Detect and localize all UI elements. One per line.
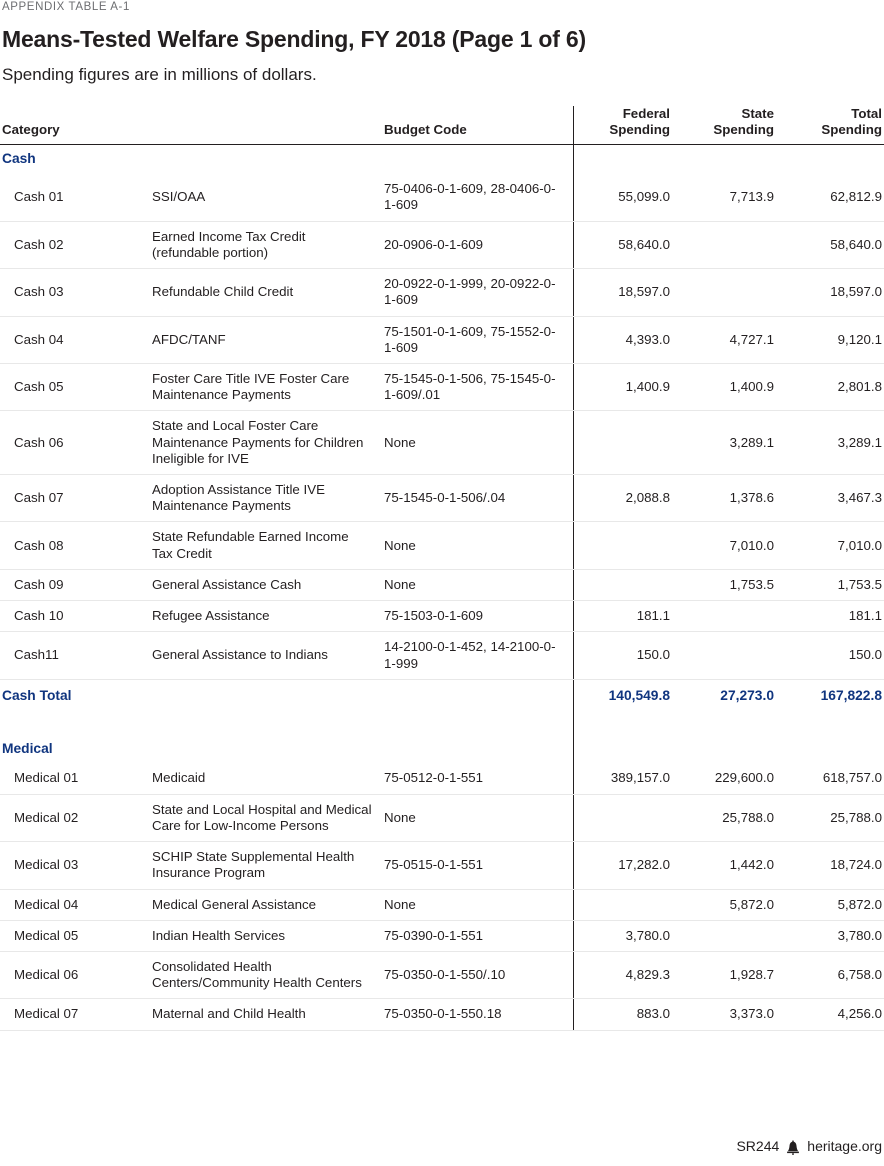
cell-budget-code: None: [382, 522, 573, 569]
cell-category: Cash 09: [0, 569, 152, 600]
cell-budget-code: 75-1545-0-1-506, 75-1545-0-1-609/.01: [382, 363, 573, 410]
cell-fed: 389,157.0: [573, 763, 676, 794]
cell-budget-code: 75-0515-0-1-551: [382, 842, 573, 889]
spacer-cell: [780, 713, 884, 735]
table-row: [0, 411, 884, 475]
cell-budget-code: 75-1501-0-1-609, 75-1552-0-1-609: [382, 316, 573, 363]
cell-total: 58,640.0: [780, 221, 884, 268]
cell-total: 6,758.0: [780, 951, 884, 998]
cell-fed: 4,393.0: [573, 316, 676, 363]
cell-state: 7,713.9: [676, 174, 780, 221]
table-row: [0, 632, 884, 679]
section-heading-cash: Cash: [2, 151, 36, 167]
section-spacer-row: [0, 713, 884, 735]
cell-category: Cash 07: [0, 475, 152, 522]
cell-budget-code: 75-0512-0-1-551: [382, 763, 573, 794]
table-row: [0, 601, 884, 632]
table-row: [0, 842, 884, 889]
table-row: [0, 221, 884, 268]
table-row: [0, 794, 884, 841]
cell-budget-code: 75-1503-0-1-609: [382, 601, 573, 632]
spacer-cell: [573, 713, 676, 735]
column-header-total-line1: Total: [851, 106, 882, 121]
column-header-federal-spending: [573, 106, 676, 145]
cell-state: [676, 269, 780, 316]
cell-category: Medical 07: [0, 999, 152, 1030]
cell-total-state: 27,273.0: [676, 679, 780, 712]
cell-category: Medical 06: [0, 951, 152, 998]
table-body: [0, 145, 884, 1030]
cell-category: Medical 02: [0, 794, 152, 841]
table-row: [0, 889, 884, 920]
section-heading-spacer: [780, 145, 884, 174]
cell-state: 1,442.0: [676, 842, 780, 889]
cell-total: 1,753.5: [780, 569, 884, 600]
cell-program: AFDC/TANF: [152, 316, 382, 363]
section-heading-spacer: [676, 145, 780, 174]
cell-program: Medicaid: [152, 763, 382, 794]
column-header-state-spending: [676, 106, 780, 145]
table-row: [0, 999, 884, 1030]
column-header-state-line1: State: [741, 106, 774, 121]
cell-total: 618,757.0: [780, 763, 884, 794]
cell-budget-code: None: [382, 794, 573, 841]
table-row: [0, 920, 884, 951]
cell-total: 5,872.0: [780, 889, 884, 920]
section-heading-medical: Medical: [2, 740, 53, 756]
cell-state: 1,753.5: [676, 569, 780, 600]
cell-program: Refugee Assistance: [152, 601, 382, 632]
cell-state: 3,289.1: [676, 411, 780, 475]
cell-total: 150.0: [780, 632, 884, 679]
cell-fed: [573, 522, 676, 569]
cell-total: 18,597.0: [780, 269, 884, 316]
cell-fed: [573, 411, 676, 475]
cell-program: Consolidated Health Centers/Community Health Centers: [152, 951, 382, 998]
cell-category: Cash 04: [0, 316, 152, 363]
cell-fed: [573, 794, 676, 841]
column-header-budget-code: Budget Code: [382, 106, 573, 145]
column-header-total-spending: [780, 106, 884, 145]
spacer-cell: [152, 713, 382, 735]
cell-fed: 18,597.0: [573, 269, 676, 316]
cell-category: Cash 10: [0, 601, 152, 632]
table-row: [0, 269, 884, 316]
cell-program: Refundable Child Credit: [152, 269, 382, 316]
cell-fed: 2,088.8: [573, 475, 676, 522]
cell-total: 3,780.0: [780, 920, 884, 951]
cell-state: 229,600.0: [676, 763, 780, 794]
cell-budget-code: 75-1545-0-1-506/.04: [382, 475, 573, 522]
cell-budget-code: None: [382, 411, 573, 475]
table-row: [0, 363, 884, 410]
cell-category: Cash 03: [0, 269, 152, 316]
cell-category: Cash 02: [0, 221, 152, 268]
column-header-total-line2: Spending: [821, 121, 882, 137]
table-row: [0, 316, 884, 363]
page-title: Means-Tested Welfare Spending, FY 2018 (Page 1 of 6): [2, 26, 586, 52]
cell-program: SSI/OAA: [152, 174, 382, 221]
section-heading-spacer: [573, 735, 676, 764]
table-row: [0, 569, 884, 600]
means-tested-welfare-spending-table: [0, 106, 884, 1031]
cell-fed: 55,099.0: [573, 174, 676, 221]
cell-fed: [573, 889, 676, 920]
section-heading-spacer: [780, 735, 884, 764]
cell-program: State and Local Foster Care Maintenance Payments for Children Ineligible for IVE: [152, 411, 382, 475]
cell-fed: 4,829.3: [573, 951, 676, 998]
section-heading-row: [0, 735, 884, 764]
cell-budget-code: 75-0390-0-1-551: [382, 920, 573, 951]
cell-fed: 3,780.0: [573, 920, 676, 951]
cell-program: Indian Health Services: [152, 920, 382, 951]
site-name: heritage.org: [807, 1138, 882, 1154]
cell-program: Maternal and Child Health: [152, 999, 382, 1030]
table-row: [0, 763, 884, 794]
cell-budget-code: 20-0906-0-1-609: [382, 221, 573, 268]
cell-fed: 58,640.0: [573, 221, 676, 268]
column-header-federal-line2: Spending: [609, 121, 670, 137]
cell-total: 7,010.0: [780, 522, 884, 569]
cell-fed: 1,400.9: [573, 363, 676, 410]
cell-state: [676, 221, 780, 268]
spacer-cell: [382, 713, 573, 735]
cell-fed: 17,282.0: [573, 842, 676, 889]
cell-fed: [573, 569, 676, 600]
cell-category: Medical 03: [0, 842, 152, 889]
cell-category: Medical 01: [0, 763, 152, 794]
cell-state: 7,010.0: [676, 522, 780, 569]
cell-budget-code: 14-2100-0-1-452, 14-2100-0-1-999: [382, 632, 573, 679]
cell-budget-code: 75-0350-0-1-550/.10: [382, 951, 573, 998]
cell-total: 4,256.0: [780, 999, 884, 1030]
cell-program: General Assistance Cash: [152, 569, 382, 600]
cell-program: Medical General Assistance: [152, 889, 382, 920]
appendix-table-eyebrow: APPENDIX TABLE A-1: [2, 1, 130, 13]
cell-state: 1,378.6: [676, 475, 780, 522]
cell-state: 3,373.0: [676, 999, 780, 1030]
cell-program: Foster Care Title IVE Foster Care Maintenance Payments: [152, 363, 382, 410]
column-header-program: [152, 106, 382, 145]
cell-category: Cash 01: [0, 174, 152, 221]
column-header-category: Category: [0, 106, 152, 145]
cell-budget-code: 75-0406-0-1-609, 28-0406-0-1-609: [382, 174, 573, 221]
cell-category: Medical 04: [0, 889, 152, 920]
cell-section-total-label: Cash Total: [0, 679, 573, 712]
cell-category: Cash11: [0, 632, 152, 679]
cell-total: 18,724.0: [780, 842, 884, 889]
cell-budget-code: 75-0350-0-1-550.18: [382, 999, 573, 1030]
table-row: [0, 174, 884, 221]
cell-state: 1,400.9: [676, 363, 780, 410]
cell-total: 25,788.0: [780, 794, 884, 841]
cell-state: 4,727.1: [676, 316, 780, 363]
cell-fed: 883.0: [573, 999, 676, 1030]
cell-state: 25,788.0: [676, 794, 780, 841]
table-header: [0, 106, 884, 145]
cell-category: Cash 05: [0, 363, 152, 410]
section-heading-spacer: [573, 145, 676, 174]
cell-category: Cash 06: [0, 411, 152, 475]
cell-total-total: 167,822.8: [780, 679, 884, 712]
column-header-state-line2: Spending: [713, 121, 774, 137]
liberty-bell-icon: [786, 1140, 800, 1155]
spacer-cell: [676, 713, 780, 735]
cell-total-fed: 140,549.8: [573, 679, 676, 712]
table-row: [0, 522, 884, 569]
page-subtitle: Spending figures are in millions of dollars.: [2, 65, 317, 84]
cell-program: Adoption Assistance Title IVE Maintenance Payments: [152, 475, 382, 522]
cell-program: State and Local Hospital and Medical Care for Low-Income Persons: [152, 794, 382, 841]
cell-total: 9,120.1: [780, 316, 884, 363]
cell-budget-code: None: [382, 569, 573, 600]
report-id: SR244: [736, 1138, 780, 1154]
table-row: [0, 475, 884, 522]
cell-total: 2,801.8: [780, 363, 884, 410]
cell-total: 62,812.9: [780, 174, 884, 221]
spacer-cell: [0, 713, 152, 735]
section-heading-row: [0, 145, 884, 174]
cell-fed: 181.1: [573, 601, 676, 632]
cell-state: [676, 601, 780, 632]
cell-program: General Assistance to Indians: [152, 632, 382, 679]
cell-total: 3,467.3: [780, 475, 884, 522]
cell-budget-code: None: [382, 889, 573, 920]
cell-state: [676, 632, 780, 679]
cell-program: SCHIP State Supplemental Health Insurance Program: [152, 842, 382, 889]
cell-program: State Refundable Earned Income Tax Credit: [152, 522, 382, 569]
cell-program: Earned Income Tax Credit (refundable portion): [152, 221, 382, 268]
cell-fed: 150.0: [573, 632, 676, 679]
cell-total: 3,289.1: [780, 411, 884, 475]
cell-state: [676, 920, 780, 951]
column-header-federal-line1: Federal: [622, 106, 670, 121]
table-row: [0, 951, 884, 998]
cell-category: Cash 08: [0, 522, 152, 569]
section-heading-spacer: [676, 735, 780, 764]
cell-category: Medical 05: [0, 920, 152, 951]
cell-state: 1,928.7: [676, 951, 780, 998]
cell-budget-code: 20-0922-0-1-999, 20-0922-0-1-609: [382, 269, 573, 316]
page-footer: [736, 1138, 882, 1154]
cell-total: 181.1: [780, 601, 884, 632]
cell-state: 5,872.0: [676, 889, 780, 920]
section-total-row: [0, 679, 884, 712]
